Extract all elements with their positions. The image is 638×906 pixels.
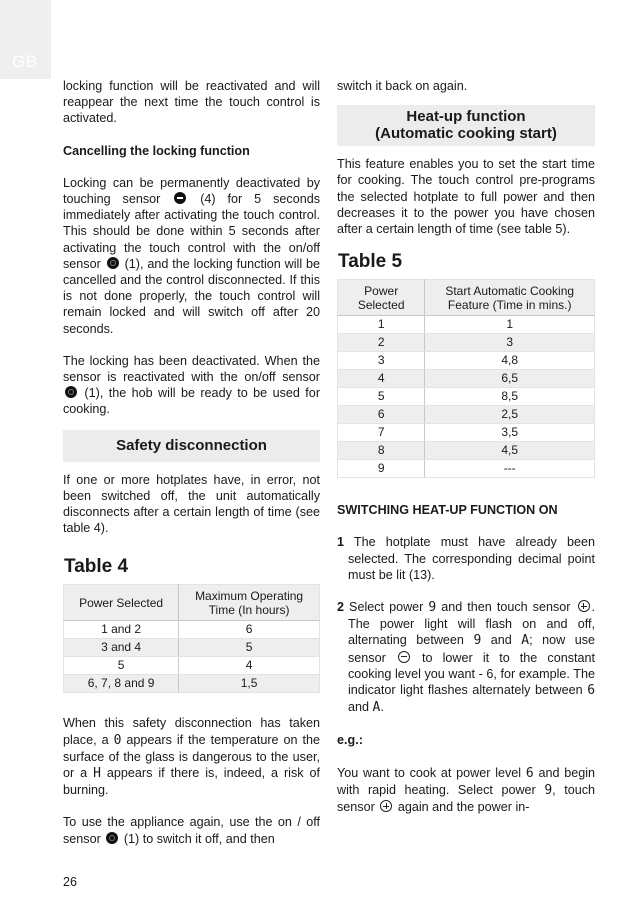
safety-disconnection-heading: Safety disconnection [63, 430, 320, 462]
table-cell: 1 and 2 [64, 621, 179, 639]
table-cell: 6 [338, 406, 425, 424]
table-header: Maximum Operating Time (In hours) [179, 585, 320, 621]
table-header: Start Automatic Cooking Feature (Time in mins.) [425, 280, 595, 316]
table-header: Power Selected [338, 280, 425, 316]
text: and then touch sensor [441, 600, 571, 615]
text: and [490, 633, 512, 648]
step-number: 1 [337, 535, 345, 550]
table-cell: 3 [338, 352, 425, 370]
table-row [338, 370, 595, 388]
minus-sensor-icon [398, 651, 410, 663]
text: (1) to switch it off, and then [123, 831, 275, 846]
table-5-title: Table 5 [338, 251, 403, 273]
text: You want to cook at power level [337, 765, 522, 780]
text: appears if the temperature on the surface of the glass is dangerous to the user, or a [63, 732, 321, 781]
table-row [64, 657, 320, 675]
text: The locking has been deactivated. When the sensor is reactivated with the on/off sensor [63, 353, 320, 385]
table-cell: 4,5 [425, 442, 595, 460]
plus-sensor-icon [380, 800, 392, 812]
step-number: 2 [337, 600, 345, 615]
table-cell: 7 [338, 424, 425, 442]
table-cell: 5 [64, 657, 179, 675]
text: and [348, 700, 370, 715]
display-nine-symbol: 9 [544, 782, 553, 798]
table-cell: 2,5 [425, 406, 595, 424]
table-cell: 1,5 [179, 675, 320, 693]
region-tab [0, 0, 51, 79]
paragraph [63, 814, 320, 846]
table-cell: 8,5 [425, 388, 595, 406]
table-cell: 6, 7, 8 and 9 [64, 675, 179, 693]
text: Locking can be permanently deactivated by touching sensor [63, 175, 320, 207]
table-cell: 4 [179, 657, 320, 675]
table-row [64, 621, 320, 639]
table-cell: 3 and 4 [64, 639, 179, 657]
step-1 [337, 534, 595, 583]
table-cell: 3 [425, 334, 595, 352]
table-5 [337, 279, 595, 478]
table-row [338, 388, 595, 406]
text: , touch sensor [337, 782, 596, 815]
table-row [338, 352, 595, 370]
paragraph [63, 715, 320, 798]
paragraph [63, 353, 320, 418]
text: appears if there is, indeed, a risk of burning. [63, 766, 321, 798]
text: (1), and the locking function will be cancelled and the control disconnected. If this is not done properly, the touch control will remain locked and will switch off after 20 seconds. [63, 256, 320, 336]
table-4-title: Table 4 [64, 556, 129, 578]
paragraph: locking function will be reactivated and will reappear the next time the touch control is activated. [63, 79, 320, 126]
table-row [338, 334, 595, 352]
text: ; now use sensor [348, 633, 596, 665]
on-off-sensor-icon [107, 257, 119, 269]
text: to lower it to the constant cooking level you want - 6, for example. The indicator light flashes alternately between [348, 650, 596, 698]
heading-line: (Automatic cooking start) [375, 125, 557, 143]
cancel-locking-heading: Cancelling the locking function [63, 143, 250, 158]
display-six-symbol: 6 [525, 765, 534, 781]
heat-up-function-heading [337, 105, 595, 146]
text: To use the appliance again, use the on / off sensor [63, 815, 320, 846]
plus-sensor-icon [578, 600, 590, 612]
table-cell: 3,5 [425, 424, 595, 442]
table-cell: 4,8 [425, 352, 595, 370]
table-cell: 5 [338, 388, 425, 406]
table-header: Power Selected [64, 585, 179, 621]
example-heading: e.g.: [337, 733, 363, 748]
display-a-symbol: A [521, 633, 530, 649]
paragraph [337, 765, 595, 816]
text: The hotplate must have already been selected. The corresponding decimal point must be lit (13). [348, 535, 595, 582]
text: (1), the hob will be ready to be used for cooking. [63, 386, 321, 417]
on-off-sensor-icon [65, 386, 77, 398]
table-cell: 1 [425, 316, 595, 334]
text: When this safety disconnection has taken place, a [63, 716, 320, 747]
display-h-symbol: H [93, 766, 101, 782]
table-row [64, 675, 320, 693]
table-cell: 5 [179, 639, 320, 657]
paragraph: If one or more hotplates have, in error, not been switched off, the unit automatically disconnects after a certain length of time (see table 4). [63, 472, 320, 536]
display-a-symbol: A [372, 700, 381, 716]
table-row [338, 406, 595, 424]
region-label: GB [12, 52, 38, 71]
right-column [337, 78, 595, 815]
display-nine-symbol: 9 [428, 600, 437, 616]
table-row [338, 316, 595, 334]
text: (4) for 5 seconds immediately after activating the touch control. This should be done within 5 seconds after activating the touch control with the on/off sensor [63, 192, 321, 271]
text: . The power light will flash on and off, alternating between [348, 600, 596, 648]
table-cell: 6 [179, 621, 320, 639]
page-number: 26 [63, 875, 77, 889]
table-cell: 4 [338, 370, 425, 388]
paragraph: This feature enables you to set the start time for cooking. The touch control pre-programs the selected hotplate to full power and then decreases it to the power you have chosen after a certain length of time (see table 5). [337, 157, 595, 237]
left-column [63, 78, 320, 847]
table-row [338, 424, 595, 442]
display-nine-symbol: 9 [473, 633, 482, 649]
paragraph [63, 175, 320, 337]
step-2 [337, 599, 595, 716]
table-row [64, 639, 320, 657]
table-4 [63, 584, 320, 693]
display-six-symbol: 6 [587, 683, 596, 699]
text: and begin with rapid heating. Select power [337, 765, 596, 797]
display-zero-symbol: 0 [113, 732, 122, 748]
table-cell: 1 [338, 316, 425, 334]
table-row [338, 442, 595, 460]
table-cell: 9 [338, 460, 425, 478]
lock-sensor-icon [174, 192, 186, 204]
paragraph: switch it back on again. [337, 79, 468, 93]
table-cell: 6,5 [425, 370, 595, 388]
table-cell: --- [425, 460, 595, 478]
table-cell: 2 [338, 334, 425, 352]
text: . [380, 700, 384, 715]
table-cell: 8 [338, 442, 425, 460]
on-off-sensor-icon [106, 832, 118, 844]
heading-line: Heat-up function [406, 108, 526, 126]
text: again and the power in- [397, 800, 530, 815]
switching-heat-up-heading: SWITCHING HEAT-UP FUNCTION ON [337, 503, 558, 518]
table-row [338, 460, 595, 478]
text: Select power [349, 600, 424, 615]
